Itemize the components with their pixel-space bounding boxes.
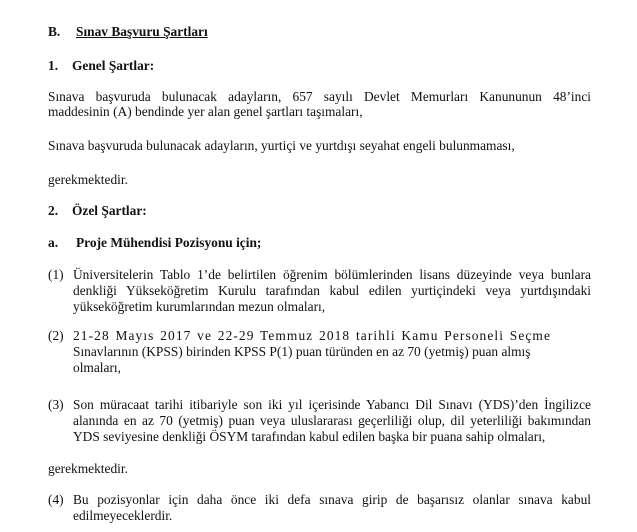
special-title: Özel Şartlar:	[72, 203, 147, 218]
item-1-number: (1)	[48, 267, 64, 282]
item-3-line-3: YDS seviyesine denkliği ÖSYM tarafından kabul edilen başka bir puana sahip olmaları,	[73, 429, 546, 444]
item-3	[73, 397, 591, 445]
general-paragraph-1-line-1: Sınava başvuruda bulunacak adayların, 657 sayılı Devlet Memurları Kanununun 48’inci	[48, 89, 591, 104]
special-sub-letter: a.	[48, 235, 59, 250]
special-closing: gerekmektedir.	[48, 461, 128, 476]
general-closing: gerekmektedir.	[48, 172, 128, 187]
item-4-line-2: edilmeyeceklerdir.	[73, 508, 173, 523]
item-2-line-2: Sınavlarının (KPSS) birinden KPSS P(1) puan türünden en az 70 (yetmiş) puan almış	[73, 344, 531, 359]
special-number: 2.	[48, 203, 59, 218]
item-1-line-1: Üniversitelerin Tablo 1’de belirtilen öğrenim bölümlerinden lisans düzeyinde veya bunlara	[73, 267, 591, 282]
section-letter: B.	[48, 24, 61, 39]
section-title: Sınav Başvuru Şartları	[76, 24, 208, 39]
item-3-number: (3)	[48, 397, 64, 412]
item-4-line-1: Bu pozisyonlar için daha önce iki defa sınava girip de başarısız olanlar sınava kabul	[73, 492, 591, 507]
general-title: Genel Şartlar:	[72, 58, 155, 73]
general-paragraph-1-line-2: maddesinin (A) bendinde yer alan genel şartları taşımaları,	[48, 104, 363, 119]
item-3-line-1: Son müracaat tarihi itibariyle son iki yıl içerisinde Yabancı Dil Sınavı (YDS)’den İngilizce	[73, 397, 591, 412]
special-sub-title: Proje Mühendisi Pozisyonu için;	[76, 235, 262, 250]
item-2-number: (2)	[48, 328, 64, 343]
item-1-line-3: yükseköğretim kurumlarından mezun olmaları,	[73, 299, 326, 314]
item-3-line-2: alanında en az 70 (yetmiş) puan veya uluslararası geçerliliği olup, dil yeterliliği bakımından	[73, 413, 591, 428]
item-1	[73, 267, 591, 315]
general-number: 1.	[48, 58, 59, 73]
item-2	[73, 328, 551, 376]
general-paragraph-2: Sınava başvuruda bulunacak adayların, yurtiçi ve yurtdışı seyahat engeli bulunmaması,	[48, 138, 515, 153]
item-1-line-2: denkliği Yükseköğretim Kurulu tarafından kabul edilen yurtiçindeki veya yurtdışındaki	[73, 283, 591, 298]
item-2-line-1: 21-28 Mayıs 2017 ve 22-29 Temmuz 2018 tarihli Kamu Personeli Seçme	[73, 328, 551, 343]
item-2-line-3: olmaları,	[73, 360, 121, 375]
item-4	[73, 492, 591, 524]
item-4-number: (4)	[48, 492, 64, 507]
